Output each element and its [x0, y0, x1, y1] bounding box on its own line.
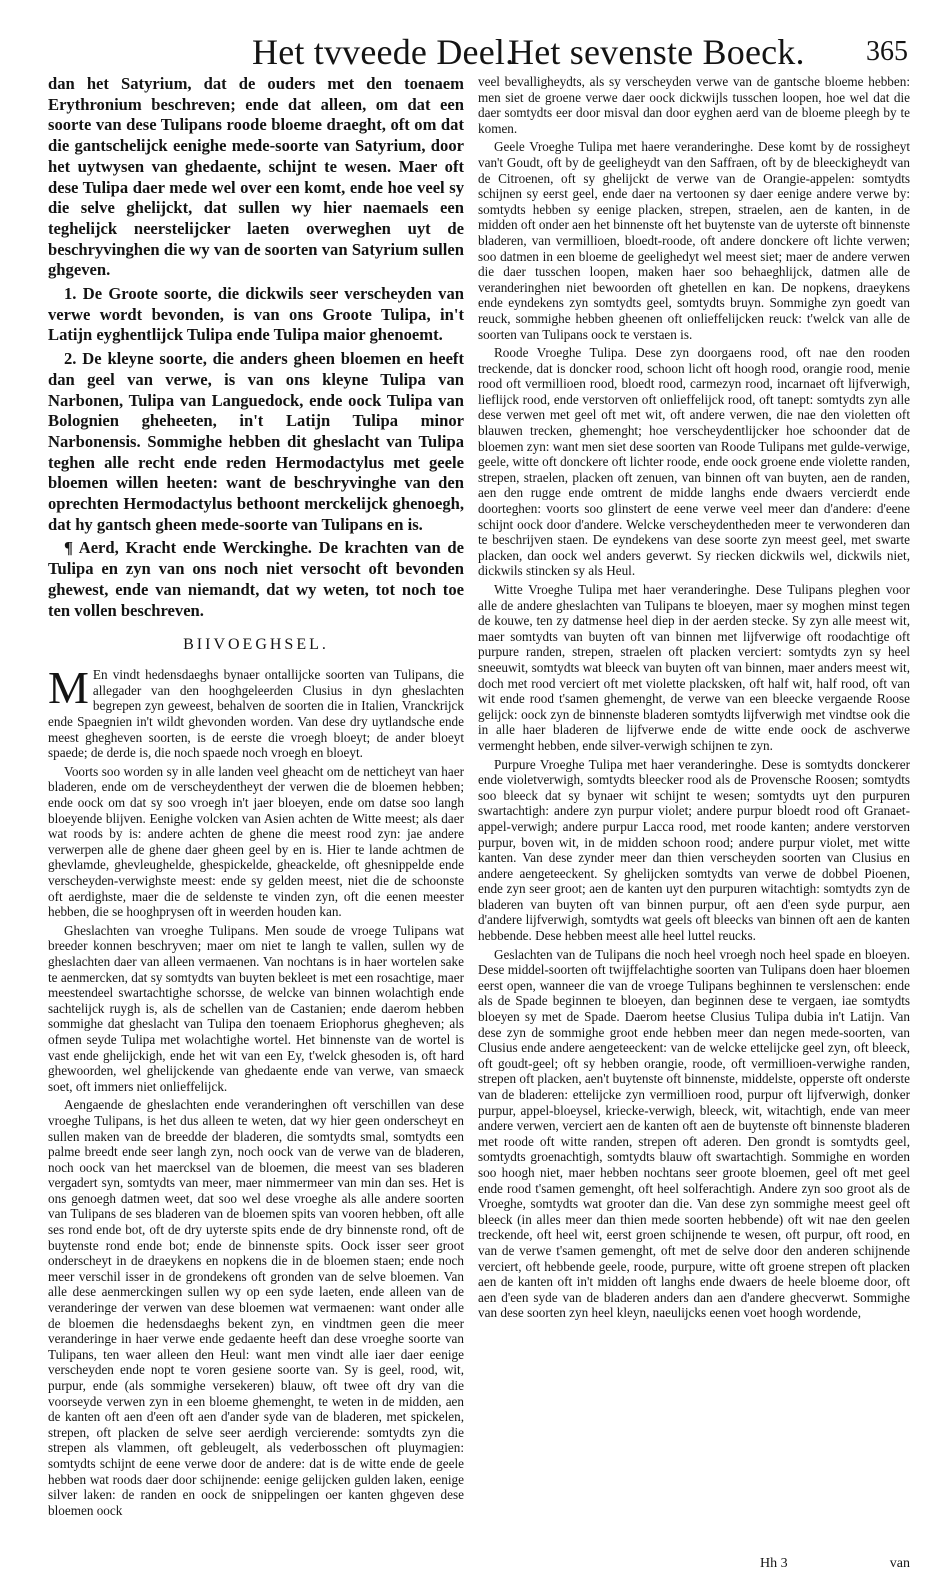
page-number: 365 — [866, 36, 908, 67]
purple-tulip-paragraph: Purpure Vroeghe Tulipa met haer veranderinghe. Dese is somtydts donckerer ende violetverwigh, somtydts bleecker rood als de Provensche Roosen; somtydts soo bleeck dat sy bynaer wit schijnt te wesen; somtydts uyt den purpuren swartachtigh: andere zyn purpur violet; andere purpur bloedt rood oft Granaet-appel-verwigh; andere purpur Lacca rood, met roode kanten; andere verstorven purpur, boven wit, in de midden schoon rood; andere purpur violet, met witte kanten. Van dese zynder meer dan thien verscheyden soorten van Clusius en andere aengeteeckent. Sy ghelijcken somtydts van verwe de dobbel Pioenen, ende zyn seer groot; aen de kanten uyt den purpuren witachtigh: somtydts zyn de bladeren van buyten oft van binnen purpur, oft aen d'een syde purpur, aen d'andere lijfverwigh, somtydts wat geels oft bleecks van binnen oft aen de kanten hebbende. Dese hebben meest alle heel luttel reucks. — [478, 756, 910, 944]
esteem-paragraph: Voorts soo worden sy in alle landen veel gheacht om de netticheyt van haer bladeren, ende om de verscheydentheyt der verwen die de bloemen hebben; ende oock om dat sy soo vroegh in't jaer bloeyen, ende om datse soo langh bloeyende blijven. Eenighe volcken van Asien achten de Witte meest; als daer wat roods by is: andere achten de ghene die meest rood zyn: jae andere verwerpen alle de ghene daer gheen geel by en is. Hier te lande achtmen de ghevlamde, ghevleughelde, ghespickelde, gheackelde, oft ghesnippelde ende verscheyden-verwighste meest: ende sy gelden meest, niet die de schoonste oft aerdighste, maer die de seldenste te vinden zyn, oft die eenen meester hebben, die se hooghprysen oft in weerden houden kan. — [48, 763, 464, 920]
white-tulip-paragraph: Witte Vroeghe Tulipa met haer veranderinghe. Dese Tulipans pleghen voor alle de andere gheslachten van Tulipans te bloeyen, maer sy moghen minst tegen de kouwe, ten zy datmense heel diep in der aerden stecke. Sy zyn alle meest wit, maer somtydts van buyten oft van binnen met lijfverwige oft roodachtige oft purpure randen, strepen, straelen oft placken verciert: somtydts zyn sy heel sneeuwit, somtydts wat bleeck van buyten oft van binnen, maer anders meest wit, doch met rood verciert oft met violette placksken, oft half wit, half rood, oft van wit ende rood t'samen ghemenght, de verwe van een bleecke vergaende Roose gelijck: oock zyn de binnenste bladeren somtydts lijfverwigh met vindtse ook die in alle haer bladeren de lijfverwe ende de witte ende oock de aschverwe vermenght hebben, ende silver-verwigh schijnen te zyn. — [478, 582, 910, 753]
right-column — [478, 74, 910, 1584]
variations-paragraph: Aengaende de gheslachten ende veranderinghen oft verschillen van dese vroeghe Tulipans, is het dus alleen te weten, dat wy hier geen onderscheyt en sullen maken van de breedde der bladeren, die somtydts smal, somtydts een palme breedt ende seer langh zyn, noch oock van de verwe van de bladeren, noch oock van het maercksel van de bloemen, die meest van ses bladeren vergadert syn, somtydts van meer, maer nimmermeer van min dan ses. Het is ons genoegh datmen weet, dat soo wel dese vroeghe als alle andere soorten van Tulipans de ses bladeren van de bloemen spits van vooren hebben, oft alle ses rond ende bot, oft de dry uyterste spits ende de dry binnenste rond, oft de buytenste rond ende bot; ende de binnenste spits. Oock isser seer groot onderscheyt in de draeykens en nopkens die in de bloemen staen; ende noch meer verschil isser in de grondekens oft gronden van de selve bloemen. Van alle dese aenmerckingen sullen wy op een syde laeten, ende alleen van de veranderinge der verwen van dese bloemen wat vermaenen: want onder alle de bloemen die hedensdaeghs bekent zyn, en vindtmen geen die meer veranderinge in haer verwe ende gedaente heeft dan dese vroeghe soorte van Tulipans, ten waer alleen den Heul: want men vindt alle iaer daer eenige verscheyden ende nopt te voren gesiene soorte van. Sy is geel, rood, wit, purpur, ende (als sommighe versekeren) blauw, oft twee oft dry van die voorseyde verwen zyn in een bloeme ghemenght, te weten in de midden, aen de kanten oft aen d'een oft aen d'ander syde van de bladeren, met spickelen, strepen, oft placken de selve seer aerdigh vercierende: somtydts zyn die strepen als vlammen, oft gebleugelt, als vederbosschen oft pluymagien: somtydts schijnt de eene verwe door de andere: dat is de witte ende de geele hebben wat roods daer door schijnende: eenige gelijcken gulden laken, eenige silver laken: de randen en oock de snippelingen oer kanten ghgeven dese bloemen oock — [48, 1097, 464, 1518]
running-head-left: Het tvveede Deel. — [252, 32, 515, 72]
supplement-intro-text: En vindt hedensdaeghs bynaer ontallijcke soorten van Tulipans, die allegader van den hooghgeleerden Clusius in dyn gheslachten begrepen zyn geweest, behalven de soorten die in Italien, Vranckrijck ende Spaegnien in't wildt ghevonden worden. Van dese dry uytlandsche ende meest ghegheven soorten, is de eerste die vroegh bloeyt; de ander bloeyt spaede; de derde is, die noch spaede noch vroegh en bloeyt. — [48, 667, 464, 761]
supplement-intro-paragraph — [48, 662, 464, 761]
continuation-paragraph: veel bevalligheydts, als sy verscheyden verwe van de gantsche bloeme hebben: men siet de groene verwe daer oock dickwijls tusschen loopen, hoe wel dat die daer somtydts eer door misval dan door eyghen aerd van de bloeme pleegh by te komen. — [478, 74, 910, 136]
virtues-paragraph: ¶ Aerd, Kracht ende Werckinghe. De krachten van de Tulipa en zyn van ons noch niet versocht oft bevonden ghewest, ende van niemandt, dat wy weten, tot noch toe ten vollen beschreven. — [48, 538, 464, 620]
section-title: BIIVOEGHSEL. — [183, 636, 329, 654]
left-column — [48, 74, 464, 1584]
early-tulips-paragraph: Gheslachten van vroeghe Tulipans. Men soude de vroege Tulipans wat breeder konnen beschryven; maer om niet te langh te vallen, sullen wy de gheslachten daer van alleen vermaenen. Van nochtans is in haer wortelen sake te aenmercken, dat sy somtydts van buyten bekleet is met een rosachtige, maer meestendeel swartachtighe schorsse, de welcke van binnen wolachtigh ende sachtelijck ruygh is, als de schellen van de Castanien; ende daerom hebben sommighe dat gheslacht van Tulipa den toenaem Eriophorus ghegheven; als ofmen seyde Tulipa met wolachtighe wortel. Het binnenste van de wortel is vast ende ghelijckigh, ende het wit van een Ey, t'welck ghesoden is, oft hard ghewoorden, wel ghelijckende van ghedaente ende van verwe, van smaeck soet, oft immers niet onlieffelijck. — [48, 922, 464, 1094]
running-head-right: Het sevenste Boeck. — [508, 32, 805, 72]
signature-mark: Hh 3 — [760, 1556, 788, 1571]
drop-capital: M — [48, 662, 89, 714]
yellow-tulip-paragraph: Geele Vroeghe Tulipa met haere veranderinghe. Dese komt by de rossigheyt van't Goudt, oft by de geeligheydt van den Saffraen, oft by de bleeckigheydt van de Citroenen, oft sy ghelijckt de verwe van de Orangie-appelen: somtydts schijnen sy eerst geel, ende daer na vertoonen sy daer eenige andere verwe by: somtydts hebben sy eenige placken, strepen, straelen, aen de kanten, in de midden oft onder aen het binnenste oft het buytenste van de uyterste oft binnenste bladeren, van vermillioen, bloedt-roode, oft andere donckere oft lichte verwen; soo datmen in een bloeme de geelighedyt wel meest siet; maer de andere verwen die daer tusschen loopen, maken haer soo behaeghlijck, datmen alle de veranderinghen niet bewoorden oft ghetellen en kan. De nopkens, draeykens ende eyndekens zyn somtydts geel, somtydts bruyn. Sommighe zyn goedt van reuck, sommighe hebben gheenen oft onlieffelijcken reuck: t'welck van alle de soorten van Tulipans oock te verstaen is. — [478, 139, 910, 342]
catchword: van — [889, 1556, 910, 1571]
middle-tulips-paragraph: Geslachten van de Tulipans die noch heel vroegh noch heel spade en bloeyen. Dese middel-soorten oft twijffelachtighe soorten van Tulipans doen haer bloemen eerst open, wanneer die van de vroege Tulipans beghinnen te verslenschen: ende als de Spade beginnen te bloeyen, dan beginnen dese te vergaen, iae somtydts bloeyen sy met de Spade. Daerom heetse Clusius Tulipa dubia in't Latijn. Van dese zyn de sommighe groot ende hebben meer dan negen mede-soorten, van Clusius ende andere aengeteeckent: van de welcke ettelijcke geel zyn, oft bleeck, oft goudt-geel; oft sy hebben orangie, roode, oft vermillioen-verwighe randen, strepen oft placken, aen't buytenste oft binnenste, middelste, opperste oft onderste van de bladeren: ettelijcke zyn vermillioen rood, purpur oft lijfverwigh, donker purpur, appel-bloeysel, kriecke-verwigh, bleeck, wit, witachtigh, ende van meer andere verwen, verciert aen de kanten oft aen de buytenste oft binnenste bladeren met roode oft witte randen, strepen oft aderen. Den grondt is somtydts geel, somtydts groenachtigh, somtydts blauw oft swartachtigh. Sommighe en worden soo hoogh niet, maer hebben nochtans seer groote bloemen, geel oft met geel ende rood t'samen gemenght, oft heel solferachtigh. Andere zyn soo groot als de Vroeghe, somtydts wat grooter dan die. Van dese zyn sommighe meest geel oft bleeck (in alles meer dan thien mede soorten hebbende) oft wit nae den geelen treckende, oft heel wit, eerst groen schijnende te wesen, oft purpur, oft rood, en van de verwe t'samen gemenght, oft met de selve door den anderen schijnende verciert, oft hebbende geele, roode, purpure, witte oft groene strepen oft placken aen de kanten oft in't midden oft langhs ende dwaers de heele bloeme door, oft aen d'een syde van de bladeren anders dan aen d'andere ghecverwt. Sommighe van dese soorten zyn heel kleyn, naeulijcks eenen voet hoogh wordende, — [478, 946, 910, 1321]
great-tulip-paragraph: 1. De Groote soorte, die dickwils seer verscheyden van verwe wordt bevonden, is van ons Groote Tulipa, in't Latijn eyghentlijck Tulipa ende Tulipa maior ghenoemt. — [48, 284, 464, 345]
small-tulip-paragraph: 2. De kleyne soorte, die anders gheen bloemen en heeft dan geel van verwe, is van ons kleyne Tulipa van Narbonen, Tulipa van Languedock, ende oock Tulipa van Bolognien gheheeten, in't Latijn Tulipa minor Narbonensis. Sommighe hebben dit gheslacht van Tulipa teghen alle recht ende reden Hermodactylus met geele bloemen willen heeten: want de beschryvinghe van den oprechten Hermodactylus bethoont merckelijck ghenoegh, dat hy gantsch gheen mede-soorte van Tulipans en is. — [48, 349, 464, 534]
satyrium-paragraph: dan het Satyrium, dat de ouders met den toenaem Erythronium beschreven; ende dat alleen, om dat een soorte van dese Tulipans roode bloeme draeght, oft om dat die gantschelijck eenighe mede-soorte van Satyrium, door het uytwysen van ghedaente, schijnt te wesen. Maer oft dese Tulipa daer mede wel over een komt, ende hoe veel sy die selve ghelijckt, dat sullen wy hier naemaels een teghelijck neerstelijcker laeten overweghen uyt de beschryvinghen die wy van de soorten van Satyrium sullen ghgeven. — [48, 74, 464, 280]
red-tulip-paragraph: Roode Vroeghe Tulipa. Dese zyn doorgaens rood, oft nae den rooden treckende, dat is doncker rood, schoon licht oft hoogh rood, orangie rood, menie rood oft vermillioen rood, bloedt rood, carmezyn rood, incarnaet oft lijfverwigh, lieflijck rood, ende verstorven oft onlieffelijck rood, oft tanept: somtydts zyn alle dese verwen met geel oft met wit, oft andere verwen, die nae den violetten oft blauwen trecken, ghemenght; hoe verscheydentlijcker hoe schoonder dat de bloemen zyn: want men siet dese soorten van Roode Tulipans met gulde-verwige, geele, witte oft donckere oft lichter roode, ende oock groene ende violette randen, strepen, straelen, placken oft zenuen, van binnen oft van buyten, aen de randen, aen den rugge ende omtrent de midde langhs ende dwaers vercierdt ende doorteghen: voorts soo glinstert de eene verwe veel meer dan d'andere: d'eene schijnt oock door d'andere. Welcke verscheydentheden meer te verwonderen dan te beschrijven staen. De eyndekens van dese soorte zyn meest geel, met swarte placken, dan oock wel anders geverwt. Sy riecken dickwils wel, dickwils niet, dickwils stincken sy als Heul. — [478, 345, 910, 579]
